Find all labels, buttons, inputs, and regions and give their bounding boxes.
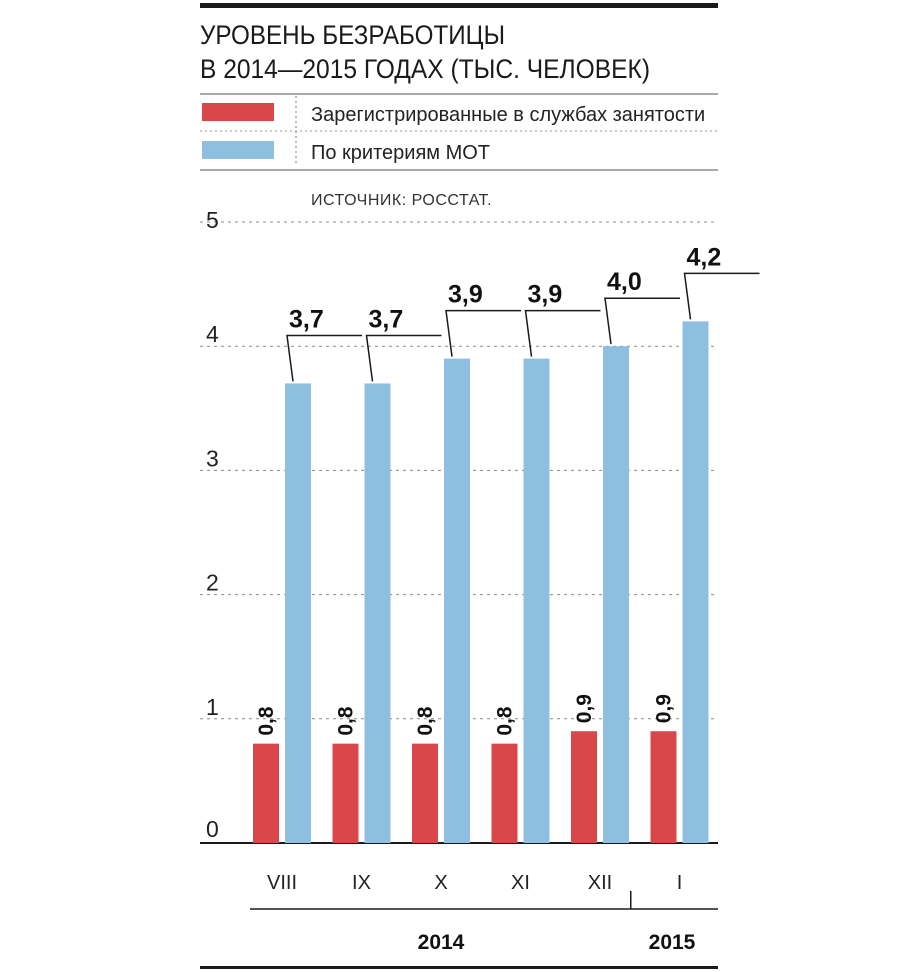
y-tick-label-0: 0: [206, 816, 219, 842]
bar-registered-IX: [333, 744, 359, 843]
data-label-registered-IX: 0,8: [334, 706, 358, 736]
bottom-rule: [200, 966, 718, 969]
x-tick-label-I: I: [676, 872, 683, 894]
data-label-registered-VIII: 0,8: [255, 706, 278, 736]
year-label-2014: 2014: [417, 931, 465, 954]
legend-label-registered: Зарегистрированные в службах занятости: [311, 104, 706, 126]
data-label-ilo-I: 4,2: [686, 243, 722, 272]
x-axis: [250, 872, 718, 954]
x-tick-label-IX: IX: [352, 872, 371, 894]
bar-registered-XI: [492, 744, 518, 843]
bar-registered-XII: [571, 731, 597, 843]
y-tick-label-3: 3: [206, 445, 219, 472]
data-label-registered-I: 0,9: [652, 694, 676, 724]
x-tick-label-XII: XII: [587, 872, 613, 894]
x-tick-label-VIII: VIII: [266, 872, 298, 894]
bar-ilo-VIII: [285, 383, 311, 843]
bar-registered-X: [412, 744, 438, 843]
leader-line-I: [685, 273, 760, 319]
chart-title-line1: УРОВЕНЬ БЕЗРАБОТИЦЫ: [200, 20, 505, 50]
data-label-registered-X: 0,8: [414, 706, 437, 736]
source-note: ИСТОЧНИК: РОССТАТ.: [311, 192, 493, 209]
y-tick-label-5: 5: [206, 207, 219, 233]
legend-swatch-registered: [202, 103, 274, 121]
x-tick-label-XI: XI: [511, 872, 530, 894]
bar-registered-I: [651, 731, 677, 843]
data-label-registered-XII: 0,9: [573, 694, 596, 724]
legend-swatch-ilo: [202, 141, 274, 159]
bar-ilo-IX: [365, 383, 391, 843]
data-label-registered-XI: 0,8: [493, 706, 517, 736]
y-axis-ticks: [206, 207, 219, 842]
year-label-2015: 2015: [648, 931, 696, 954]
data-label-ilo-XII: 4,0: [607, 268, 642, 297]
data-label-ilo-XI: 3,9: [527, 280, 563, 309]
leader-line-VIII: [287, 335, 362, 381]
bar-ilo-XII: [603, 346, 629, 843]
leader-line-X: [446, 311, 521, 357]
chart-title-line2: В 2014—2015 ГОДАХ (ТЫС. ЧЕЛОВЕК): [200, 54, 650, 84]
leader-line-XII: [605, 298, 680, 344]
bars: [253, 321, 709, 843]
bar-ilo-X: [444, 359, 470, 843]
y-tick-label-1: 1: [206, 693, 219, 720]
top-rule: [200, 3, 718, 8]
leader-line-IX: [367, 335, 442, 381]
bar-registered-VIII: [253, 744, 279, 843]
legend-label-ilo: По критериям МОТ: [311, 142, 491, 164]
bar-ilo-XI: [524, 359, 550, 843]
y-tick-label-4: 4: [206, 321, 219, 348]
data-label-ilo-X: 3,9: [448, 280, 483, 309]
leader-line-XI: [526, 311, 601, 357]
x-tick-label-X: X: [434, 872, 448, 894]
y-tick-label-2: 2: [206, 569, 219, 596]
bar-ilo-I: [683, 321, 709, 843]
data-label-ilo-IX: 3,7: [368, 305, 404, 334]
data-label-ilo-VIII: 3,7: [289, 305, 324, 334]
